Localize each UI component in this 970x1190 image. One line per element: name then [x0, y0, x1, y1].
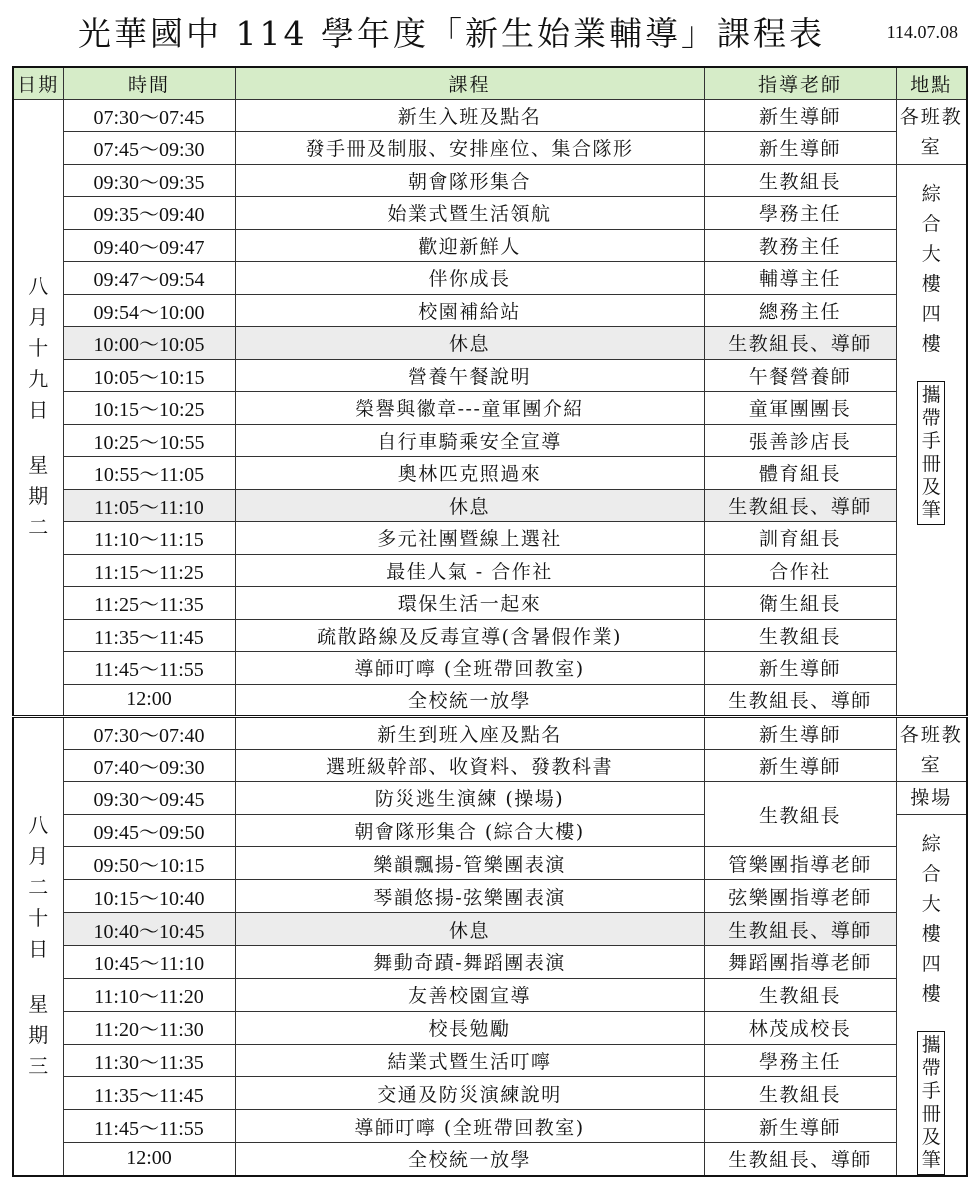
- teacher-cell: 新生導師: [704, 652, 896, 685]
- teacher-cell: 學務主任: [704, 197, 896, 230]
- table-row: [13, 652, 967, 685]
- teacher-cell: 生教組長: [704, 782, 896, 847]
- course-cell: 最佳人氣 - 合作社: [235, 554, 704, 587]
- day1-weekday-label: 星期二: [28, 453, 49, 540]
- time-cell: 09:54～10:00: [63, 294, 235, 327]
- time-cell: 07:45～09:30: [63, 132, 235, 165]
- time-cell: 11:10～11:20: [63, 978, 235, 1011]
- time-cell: 11:45～11:55: [63, 652, 235, 685]
- teacher-cell: 生教組長: [704, 164, 896, 197]
- time-cell: 10:25～10:55: [63, 424, 235, 457]
- table-row: [13, 1044, 967, 1077]
- course-cell: 友善校園宣導: [235, 978, 704, 1011]
- teacher-cell: 新生導師: [704, 749, 896, 782]
- course-cell: 環保生活一起來: [235, 587, 704, 620]
- time-cell: 10:45～11:10: [63, 945, 235, 978]
- table-row: [13, 978, 967, 1011]
- day1-location-classroom: 各班教室: [896, 99, 967, 164]
- day1-note-box: 攜帶手冊及筆: [917, 381, 945, 525]
- course-cell: 歡迎新鮮人: [235, 229, 704, 262]
- table-row: [13, 1077, 967, 1110]
- course-cell: 導師叮嚀 (全班帶回教室): [235, 652, 704, 685]
- time-cell: 09:50～10:15: [63, 847, 235, 880]
- table-row: [13, 197, 967, 230]
- day1-date-cell: [13, 99, 63, 717]
- day2-location-main-cell: [896, 814, 967, 1176]
- day2-weekday-label: 星期三: [28, 992, 49, 1079]
- course-cell: 休息: [235, 327, 704, 360]
- teacher-cell: 午餐營養師: [704, 359, 896, 392]
- table-header-row: [13, 67, 967, 99]
- time-cell: 10:55～11:05: [63, 457, 235, 490]
- table-row: [13, 294, 967, 327]
- course-cell: 選班級幹部、收資料、發教科書: [235, 749, 704, 782]
- teacher-cell: 新生導師: [704, 99, 896, 132]
- time-cell: 11:30～11:35: [63, 1044, 235, 1077]
- table-row: [13, 1110, 967, 1143]
- course-cell: 疏散路線及反毒宣導(含暑假作業): [235, 619, 704, 652]
- table-row: [13, 1143, 967, 1176]
- day2-date-gap: [14, 965, 63, 989]
- day1-location-main-cell: [896, 164, 967, 717]
- table-row: [13, 132, 967, 165]
- course-cell: 校長勉勵: [235, 1011, 704, 1044]
- teacher-cell: 衛生組長: [704, 587, 896, 620]
- teacher-cell: 林茂成校長: [704, 1011, 896, 1044]
- time-cell: 10:15～10:40: [63, 880, 235, 913]
- time-cell: 07:30～07:45: [63, 99, 235, 132]
- table-row: [13, 684, 967, 717]
- time-cell: 09:30～09:45: [63, 782, 235, 815]
- time-cell: 12:00: [63, 1143, 235, 1176]
- course-cell: 自行車騎乘安全宣導: [235, 424, 704, 457]
- time-cell: 09:35～09:40: [63, 197, 235, 230]
- time-cell: 11:25～11:35: [63, 587, 235, 620]
- time-cell: 11:20～11:30: [63, 1011, 235, 1044]
- table-row: [13, 619, 967, 652]
- time-cell: 10:05～10:15: [63, 359, 235, 392]
- time-cell: 09:47～09:54: [63, 262, 235, 295]
- time-cell: 10:40～10:45: [63, 913, 235, 946]
- teacher-cell: 總務主任: [704, 294, 896, 327]
- table-row: [13, 717, 967, 750]
- teacher-cell: 訓育組長: [704, 522, 896, 555]
- course-cell: 榮譽與徽章---童軍團介紹: [235, 392, 704, 425]
- teacher-cell: 管樂團指導老師: [704, 847, 896, 880]
- time-cell: 07:30～07:40: [63, 717, 235, 750]
- course-cell: 朝會隊形集合: [235, 164, 704, 197]
- column-header-location: 地點: [896, 67, 967, 99]
- day2-location-main: 綜合大樓四樓: [921, 832, 941, 1005]
- course-cell: 營養午餐說明: [235, 359, 704, 392]
- course-cell: 多元社團暨線上選社: [235, 522, 704, 555]
- teacher-cell: 體育組長: [704, 457, 896, 490]
- table-row: [13, 262, 967, 295]
- teacher-cell: 新生導師: [704, 717, 896, 750]
- column-header-course: 課程: [235, 67, 704, 99]
- table-row: [13, 359, 967, 392]
- teacher-cell: 教務主任: [704, 229, 896, 262]
- course-cell: 始業式暨生活領航: [235, 197, 704, 230]
- time-cell: 09:40～09:47: [63, 229, 235, 262]
- course-cell: 防災逃生演練 (操場): [235, 782, 704, 815]
- teacher-cell: 童軍團團長: [704, 392, 896, 425]
- time-cell: 11:35～11:45: [63, 619, 235, 652]
- teacher-cell: 張善診店長: [704, 424, 896, 457]
- table-row: [13, 554, 967, 587]
- table-row: [13, 327, 967, 360]
- time-cell: 10:00～10:05: [63, 327, 235, 360]
- column-header-time: 時間: [63, 67, 235, 99]
- table-row: [13, 880, 967, 913]
- course-cell: 朝會隊形集合 (綜合大樓): [235, 814, 704, 847]
- time-cell: 11:05～11:10: [63, 489, 235, 522]
- day2-location-classroom: 各班教室: [896, 717, 967, 782]
- time-cell: 11:10～11:15: [63, 522, 235, 555]
- page-header: [0, 0, 970, 64]
- course-cell: 導師叮嚀 (全班帶回教室): [235, 1110, 704, 1143]
- table-row: [13, 847, 967, 880]
- teacher-cell: 學務主任: [704, 1044, 896, 1077]
- course-cell: 新生到班入座及點名: [235, 717, 704, 750]
- table-row: [13, 424, 967, 457]
- teacher-cell: 弦樂團指導老師: [704, 880, 896, 913]
- teacher-cell: 生教組長、導師: [704, 489, 896, 522]
- day2-note-box: 攜帶手冊及筆: [917, 1031, 945, 1175]
- teacher-cell: 生教組長、導師: [704, 1143, 896, 1176]
- table-row: [13, 229, 967, 262]
- table-row: [13, 913, 967, 946]
- teacher-cell: 生教組長: [704, 1077, 896, 1110]
- teacher-cell: 生教組長、導師: [704, 913, 896, 946]
- course-cell: 結業式暨生活叮嚀: [235, 1044, 704, 1077]
- teacher-cell: 生教組長: [704, 978, 896, 1011]
- course-cell: 交通及防災演練說明: [235, 1077, 704, 1110]
- table-row: [13, 782, 967, 815]
- column-header-date: 日期: [13, 67, 63, 99]
- time-cell: 09:30～09:35: [63, 164, 235, 197]
- teacher-cell: 輔導主任: [704, 262, 896, 295]
- time-cell: 11:35～11:45: [63, 1077, 235, 1110]
- time-cell: 11:15～11:25: [63, 554, 235, 587]
- table-row: [13, 164, 967, 197]
- day2-location-field: 操場: [896, 782, 967, 815]
- course-cell: 舞動奇蹟-舞蹈團表演: [235, 945, 704, 978]
- time-cell: 07:40～09:30: [63, 749, 235, 782]
- day2-date-label: 八月二十日: [28, 813, 49, 962]
- schedule-table: [12, 66, 968, 1177]
- teacher-cell: 生教組長: [704, 619, 896, 652]
- table-row: [13, 749, 967, 782]
- course-cell: 校園補給站: [235, 294, 704, 327]
- course-cell: 全校統一放學: [235, 1143, 704, 1176]
- table-row: [13, 945, 967, 978]
- course-cell: 伴你成長: [235, 262, 704, 295]
- teacher-cell: 生教組長、導師: [704, 327, 896, 360]
- course-cell: 奧林匹克照過來: [235, 457, 704, 490]
- course-cell: 樂韻飄揚-管樂團表演: [235, 847, 704, 880]
- teacher-cell: 新生導師: [704, 1110, 896, 1143]
- day2-date-cell: [13, 717, 63, 1176]
- document-date: 114.07.08: [886, 22, 958, 42]
- teacher-cell: 舞蹈團指導老師: [704, 945, 896, 978]
- teacher-cell: 新生導師: [704, 132, 896, 165]
- course-cell: 休息: [235, 489, 704, 522]
- course-cell: 全校統一放學: [235, 684, 704, 717]
- table-row: [13, 392, 967, 425]
- table-row: [13, 522, 967, 555]
- course-cell: 新生入班及點名: [235, 99, 704, 132]
- course-cell: 發手冊及制服、安排座位、集合隊形: [235, 132, 704, 165]
- teacher-cell: 生教組長、導師: [704, 684, 896, 717]
- table-row: [13, 99, 967, 132]
- course-cell: 休息: [235, 913, 704, 946]
- table-row: [13, 1011, 967, 1044]
- time-cell: 09:45～09:50: [63, 814, 235, 847]
- table-row: [13, 457, 967, 490]
- schedule-body: [13, 99, 967, 1176]
- day1-date-label: 八月十九日: [28, 274, 49, 423]
- time-cell: 12:00: [63, 684, 235, 717]
- day1-date-gap: [14, 426, 63, 450]
- page-title: 光華國中 114 學年度「新生始業輔導」課程表: [78, 14, 825, 53]
- time-cell: 10:15～10:25: [63, 392, 235, 425]
- course-cell: 琴韻悠揚-弦樂團表演: [235, 880, 704, 913]
- table-row: [13, 489, 967, 522]
- column-header-teacher: 指導老師: [704, 67, 896, 99]
- teacher-cell: 合作社: [704, 554, 896, 587]
- time-cell: 11:45～11:55: [63, 1110, 235, 1143]
- day1-location-main: 綜合大樓四樓: [921, 182, 941, 355]
- table-row: [13, 587, 967, 620]
